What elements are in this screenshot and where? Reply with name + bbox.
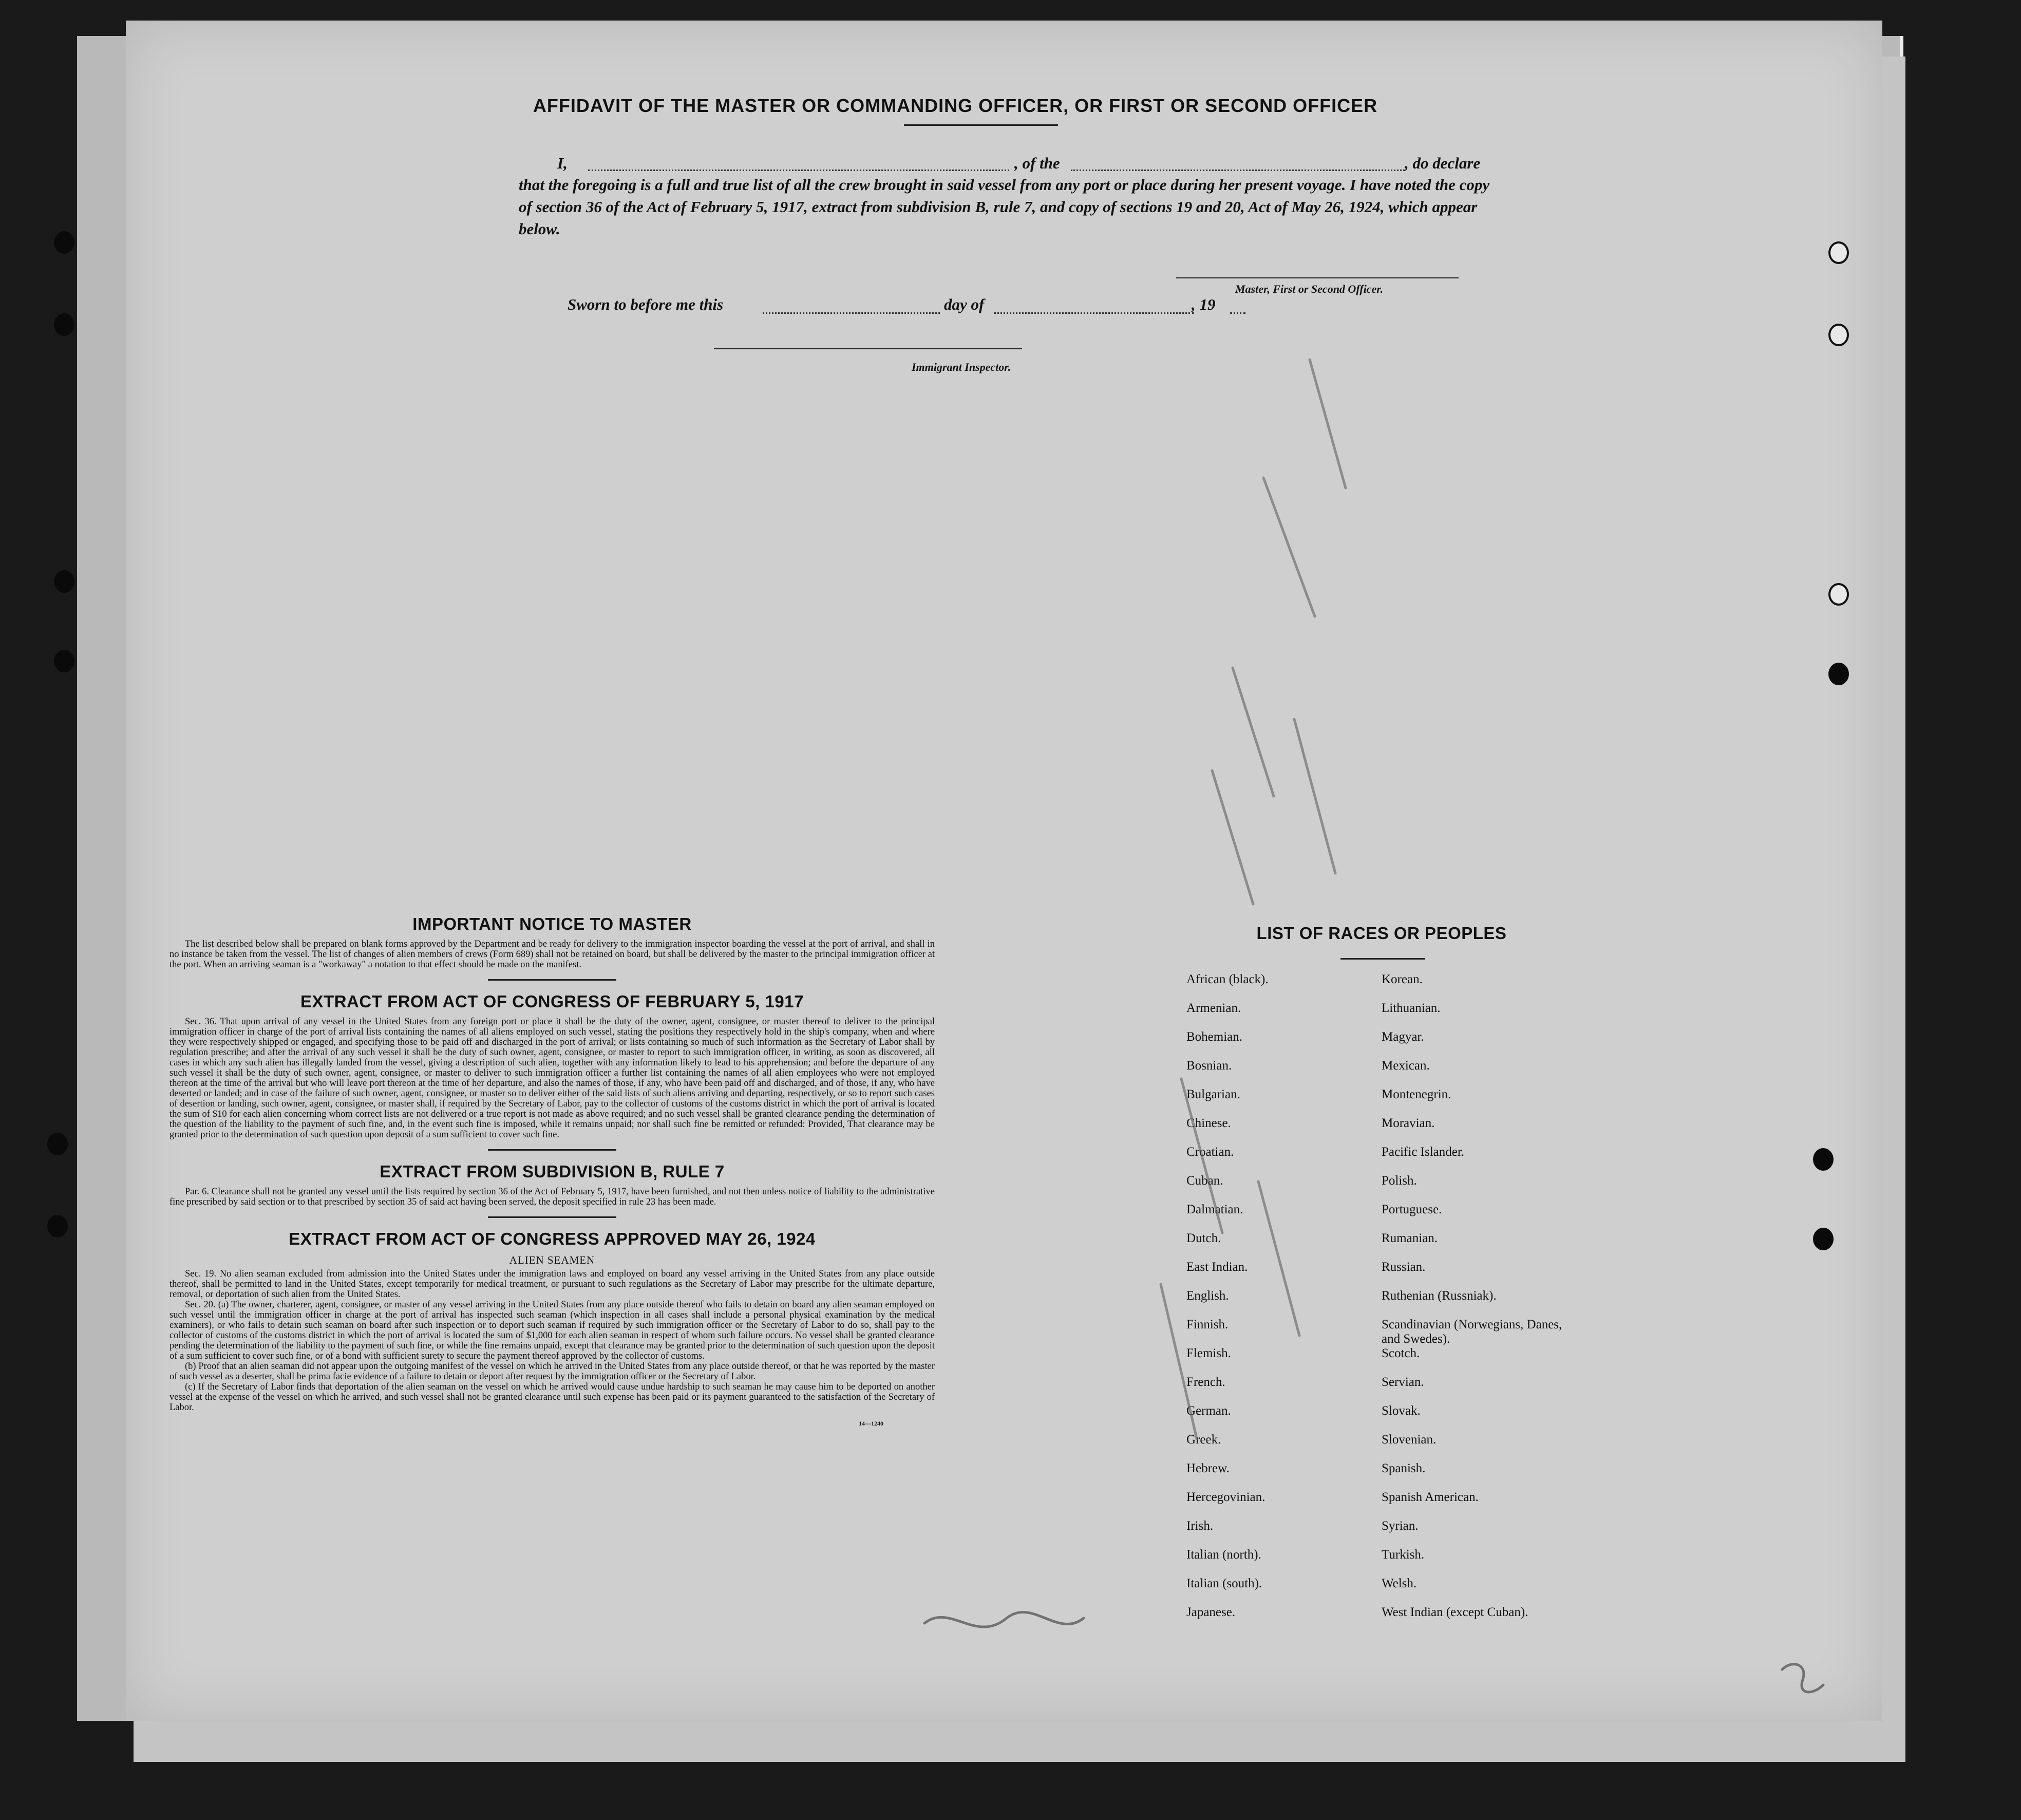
race-item: Syrian. <box>1382 1519 1419 1533</box>
declaration-text: that the foregoing is a full and true list of all the crew brought in said vessel from any port or place during her present voyage. I have noted the copy of section 36 of the Act of February 5, 1917, extract from subdivision B, rule 7, and copy of sections 19 and 20, Act of May 26, 1924, which appear below. <box>519 176 1490 238</box>
race-item: Greek. <box>1186 1433 1221 1447</box>
race-item: Slovak. <box>1382 1404 1421 1418</box>
race-item: Dutch. <box>1186 1231 1221 1245</box>
form-number: 14—1240 <box>859 1420 883 1427</box>
section-19-text: Sec. 19. No alien seaman excluded from admission into the United States under the immigration laws and employed on board any vessel arriving in the United States from any place outside thereof, shall be permitted to land in the United States, except temporarily for medical treatment, or pursuant to such regulations as the Secretary of Labor may prescribe for the ultimate departure, removal, or deportation of such alien from the United States. <box>169 1269 935 1300</box>
race-item: Polish. <box>1382 1174 1417 1188</box>
race-item: Turkish. <box>1382 1548 1425 1562</box>
race-item: East Indian. <box>1186 1260 1248 1274</box>
races-title: LIST OF RACES OR PEOPLES <box>1256 924 1507 943</box>
race-item: Korean. <box>1382 972 1423 986</box>
sworn-label: Sworn to before me this <box>568 295 724 313</box>
race-item: Hebrew. <box>1186 1461 1230 1475</box>
inspector-caption: Immigrant Inspector. <box>912 361 1011 373</box>
rule7-text: Par. 6. Clearance shall not be granted any vessel until the lists required by section 36 of the Act of February 5, 1917, have been furnished, and not then unless notice of liability to the administrative fine prescribed by said section or to that prescribed by section 35 of said act having been served, the deposit specified in rule 23 has been made. <box>169 1187 935 1207</box>
race-item: Croatian. <box>1186 1145 1234 1159</box>
race-item: English. <box>1186 1289 1229 1303</box>
race-item: Cuban. <box>1186 1174 1223 1188</box>
race-item: Rumanian. <box>1382 1231 1438 1245</box>
race-item: Lithuanian. <box>1382 1001 1441 1015</box>
i-label: I, <box>557 154 568 172</box>
year-label: , 19 <box>1192 295 1216 313</box>
extract-rule7-title: EXTRACT FROM SUBDIVISION B, RULE 7 <box>380 1162 725 1181</box>
race-item: Spanish American. <box>1382 1490 1479 1504</box>
race-item: German. <box>1186 1404 1231 1418</box>
notice-text: The list described below shall be prepared on blank forms approved by the Department and be ready for delivery to the immigration inspector boarding the vessel at the port of arrival, and shall in no instance be taken from the vessel. The list of changes of alien members of crews (Form 689) shall not be retained on board, but shall be delivered by the master to the principal immigration officer at the port. When an arriving seaman is a "workaway" a notation to that effect should be made on the manifest. <box>169 939 935 970</box>
race-item: Chinese. <box>1186 1116 1231 1130</box>
race-item: Welsh. <box>1382 1577 1417 1590</box>
race-item: Spanish. <box>1382 1461 1426 1475</box>
race-item: Armenian. <box>1186 1001 1241 1015</box>
race-item: Magyar. <box>1382 1030 1424 1044</box>
race-item: Dalmatian. <box>1186 1203 1243 1216</box>
race-item: Mexican. <box>1382 1059 1430 1073</box>
race-item: Italian (north). <box>1186 1548 1261 1562</box>
race-item: Italian (south). <box>1186 1577 1262 1590</box>
race-item: Hercegovinian. <box>1186 1490 1266 1504</box>
race-item: Bosnian. <box>1186 1059 1232 1073</box>
race-item: Montenegrin. <box>1382 1087 1451 1101</box>
race-item: Ruthenian (Russniak). <box>1382 1289 1497 1303</box>
section-20b-text: (b) Proof that an alien seaman did not appear upon the outgoing manifest of the vessel on which he arrived in the United States from any place outside thereof, or that he was reported by the master of such vessel as a deserter, shall be prima facie evidence of a failure to detain or deport after request by the immigration officer or the Secretary of Labor. <box>169 1361 935 1382</box>
alien-seamen-subtitle: ALIEN SEAMEN <box>509 1254 595 1266</box>
extract-1917-title: EXTRACT FROM ACT OF CONGRESS OF FEBRUARY 5, 1917 <box>300 992 804 1011</box>
extract-1924-title: EXTRACT FROM ACT OF CONGRESS APPROVED MAY 26, 1924 <box>289 1229 816 1248</box>
race-item: Portuguese. <box>1382 1203 1442 1216</box>
race-item: Japanese. <box>1186 1605 1236 1619</box>
do-declare-label: , do declare <box>1405 154 1481 172</box>
day-of-label: day of <box>944 295 985 313</box>
race-item: Scotch. <box>1382 1346 1420 1360</box>
section-20c-text: (c) If the Secretary of Labor finds that deportation of the alien seaman on the vessel on which he arrived would cause undue hardship to such seaman he may cause him to be deported on another vessel at the expense of the vessel on which he arrived, and such vessel shall not be granted clearance until such expense has been paid or its payment guaranteed to the satisfaction of the Secretary of Labor. <box>169 1382 935 1413</box>
section-36-text: Sec. 36. That upon arrival of any vessel in the United States from any foreign port or place it shall be the duty of the owner, agent, consignee, or master thereof to deliver to the principal immigration officer in charge of the port of arrival lists containing the names of all aliens employed on such vessel, stating the positions they respectively hold in the ship's company, when and where they were respectively shipped or engaged, and specifying those to be paid off and discharged in the port of arrival; or lists containing so much of such information as the Secretary of Labor shall by regulation prescribe; and after the arrival of any such vessel it shall be the duty of such owner, agent, consignee, or master to report to such immigration officer, in writing, as soon as discovered, all cases in which any such alien has illegally landed from the vessel, giving a description of such alien, together with any information likely to lead to his apprehension; and before the departure of any such vessel it shall be the duty of such owner, agent, consignee, or master to deliver to such immigration officer a further list containing the names of all alien employees who were not employed thereon at the time of the arrival but who will leave port thereon at the time of her departure, and also the names of those, if any, who have been paid off and discharged, and of those, if any, who have deserted or landed; and in case of the failure of such owner, agent, consignee, or master so to deliver either of the said lists of such aliens arriving and departing, respectively, or so to report such cases of desertion or landing, such owner, agent, consignee, or master shall, if required by the Secretary of Labor, pay to the collector of customs of the customs district in which the port of arrival is located the sum of $10 for each alien concerning whom correct lists are not delivered or a true report is not made as above required; and no such vessel shall be granted clearance pending the determination of the question of the liability to the payment of such fine, and, in the event such fine is imposed, while it remains unpaid; nor shall such fine be remitted or refunded: Provided, That clearance may be granted prior to the determination of such question upon deposit of a sum sufficient to cover such fine. <box>169 1017 935 1140</box>
of-the-label: , of the <box>1014 154 1060 172</box>
race-item: Slovenian. <box>1382 1433 1437 1447</box>
affidavit-title: AFFIDAVIT OF THE MASTER OR COMMANDING OFFICER, OR FIRST OR SECOND OFFICER <box>533 95 1378 116</box>
race-item: Bohemian. <box>1186 1030 1243 1044</box>
race-item: Bulgarian. <box>1186 1087 1240 1101</box>
section-20a-text: Sec. 20. (a) The owner, charterer, agent, consignee, or master of any vessel arriving in the United States from any place outside thereof who fails to detain on board any alien seaman employed on such vessel until the immigration officer in charge at the port of arrival has inspected such seaman (which inspection in all cases shall include a personal physical examination by the medical examiners), or who fails to detain such seaman on board after such inspection or to deport such seaman if required by such immigration officer or the Secretary of Labor to do so, shall pay to the collector of customs of the customs district in which the port of arrival is located the sum of $1,000 for each alien seaman in respect of whom such failure occurs. No vessel shall be granted clearance pending the determination of the liability to the payment of such fine, or while the fine remains unpaid, except that clearance may be granted prior to the determination of such question upon the deposit of a sum sufficient to cover such fine, or of a bond with sufficient surety to secure the payment thereof approved by the collector of customs. <box>169 1300 935 1361</box>
race-item: Moravian. <box>1382 1116 1435 1130</box>
race-item: Flemish. <box>1186 1346 1231 1360</box>
master-caption: Master, First or Second Officer. <box>1235 283 1384 295</box>
race-item: Scandinavian (Norwegians, Danes, and Swedes). <box>1382 1318 1562 1346</box>
race-item: Pacific Islander. <box>1382 1145 1465 1159</box>
notice-title: IMPORTANT NOTICE TO MASTER <box>412 914 692 933</box>
race-item: Russian. <box>1382 1260 1426 1274</box>
race-item: Irish. <box>1186 1519 1214 1533</box>
race-item: Finnish. <box>1186 1318 1229 1331</box>
race-item: African (black). <box>1186 972 1269 986</box>
race-item: French. <box>1186 1375 1225 1389</box>
race-item: West Indian (except Cuban). <box>1382 1605 1528 1619</box>
race-item: Servian. <box>1382 1375 1424 1389</box>
